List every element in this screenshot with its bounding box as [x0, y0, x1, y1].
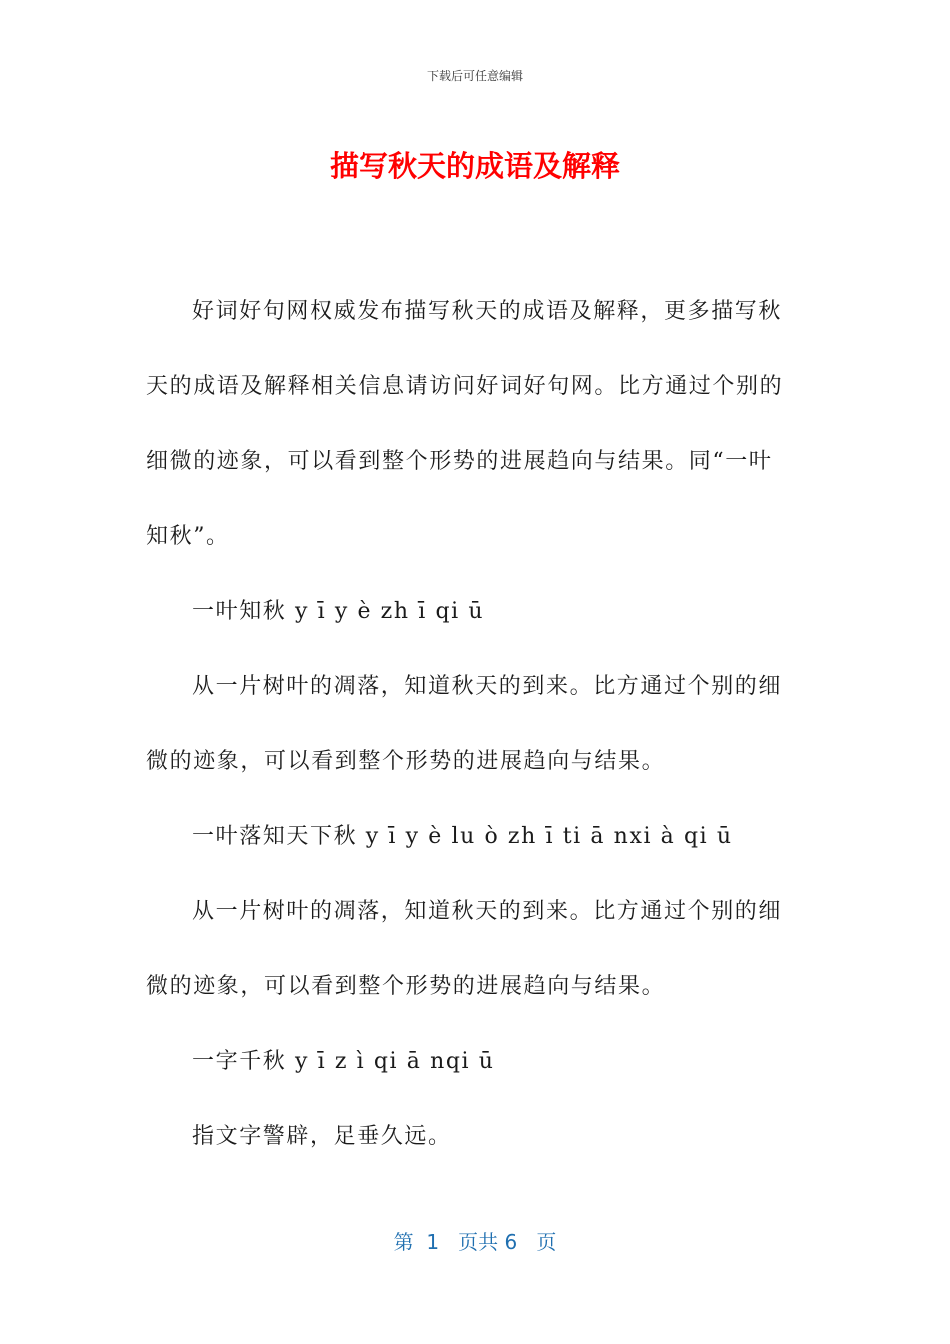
idiom-pinyin-line: 一叶落知天下秋 y ī y è lu ò zh ī ti ā nxi à qi ū: [192, 824, 733, 849]
idiom-pinyin-line: 一字千秋 y ī z ì qi ā nqi ū: [192, 1049, 495, 1074]
idiom-pinyin-line: 一叶知秋 y ī y è zh ī qi ū: [192, 599, 485, 624]
document-title: 描写秋天的成语及解释: [329, 149, 620, 183]
idiom-explanation: 从一片树叶的凋落，知道秋天的到来。比方通过个别的细微的迹象，可以看到整个形势的进展趋向与结果。: [146, 899, 783, 999]
intro-paragraph: 好词好句网权威发布描写秋天的成语及解释，更多描写秋天的成语及解释相关信息请访问好词好句网。比方通过个别的细微的迹象，可以看到整个形势的进展趋向与结果。同“一叶知秋”。: [146, 299, 784, 549]
page-number-footer: 第 1 页共 6 页: [393, 1230, 557, 1254]
header-note: 下载后可任意编辑: [426, 69, 523, 83]
idiom-explanation: 指文字警辟，足垂久远。: [192, 1124, 452, 1149]
document-body: [146, 274, 794, 1174]
idiom-explanation: 从一片树叶的凋落，知道秋天的到来。比方通过个别的细微的迹象，可以看到整个形势的进展趋向与结果。: [146, 674, 783, 774]
